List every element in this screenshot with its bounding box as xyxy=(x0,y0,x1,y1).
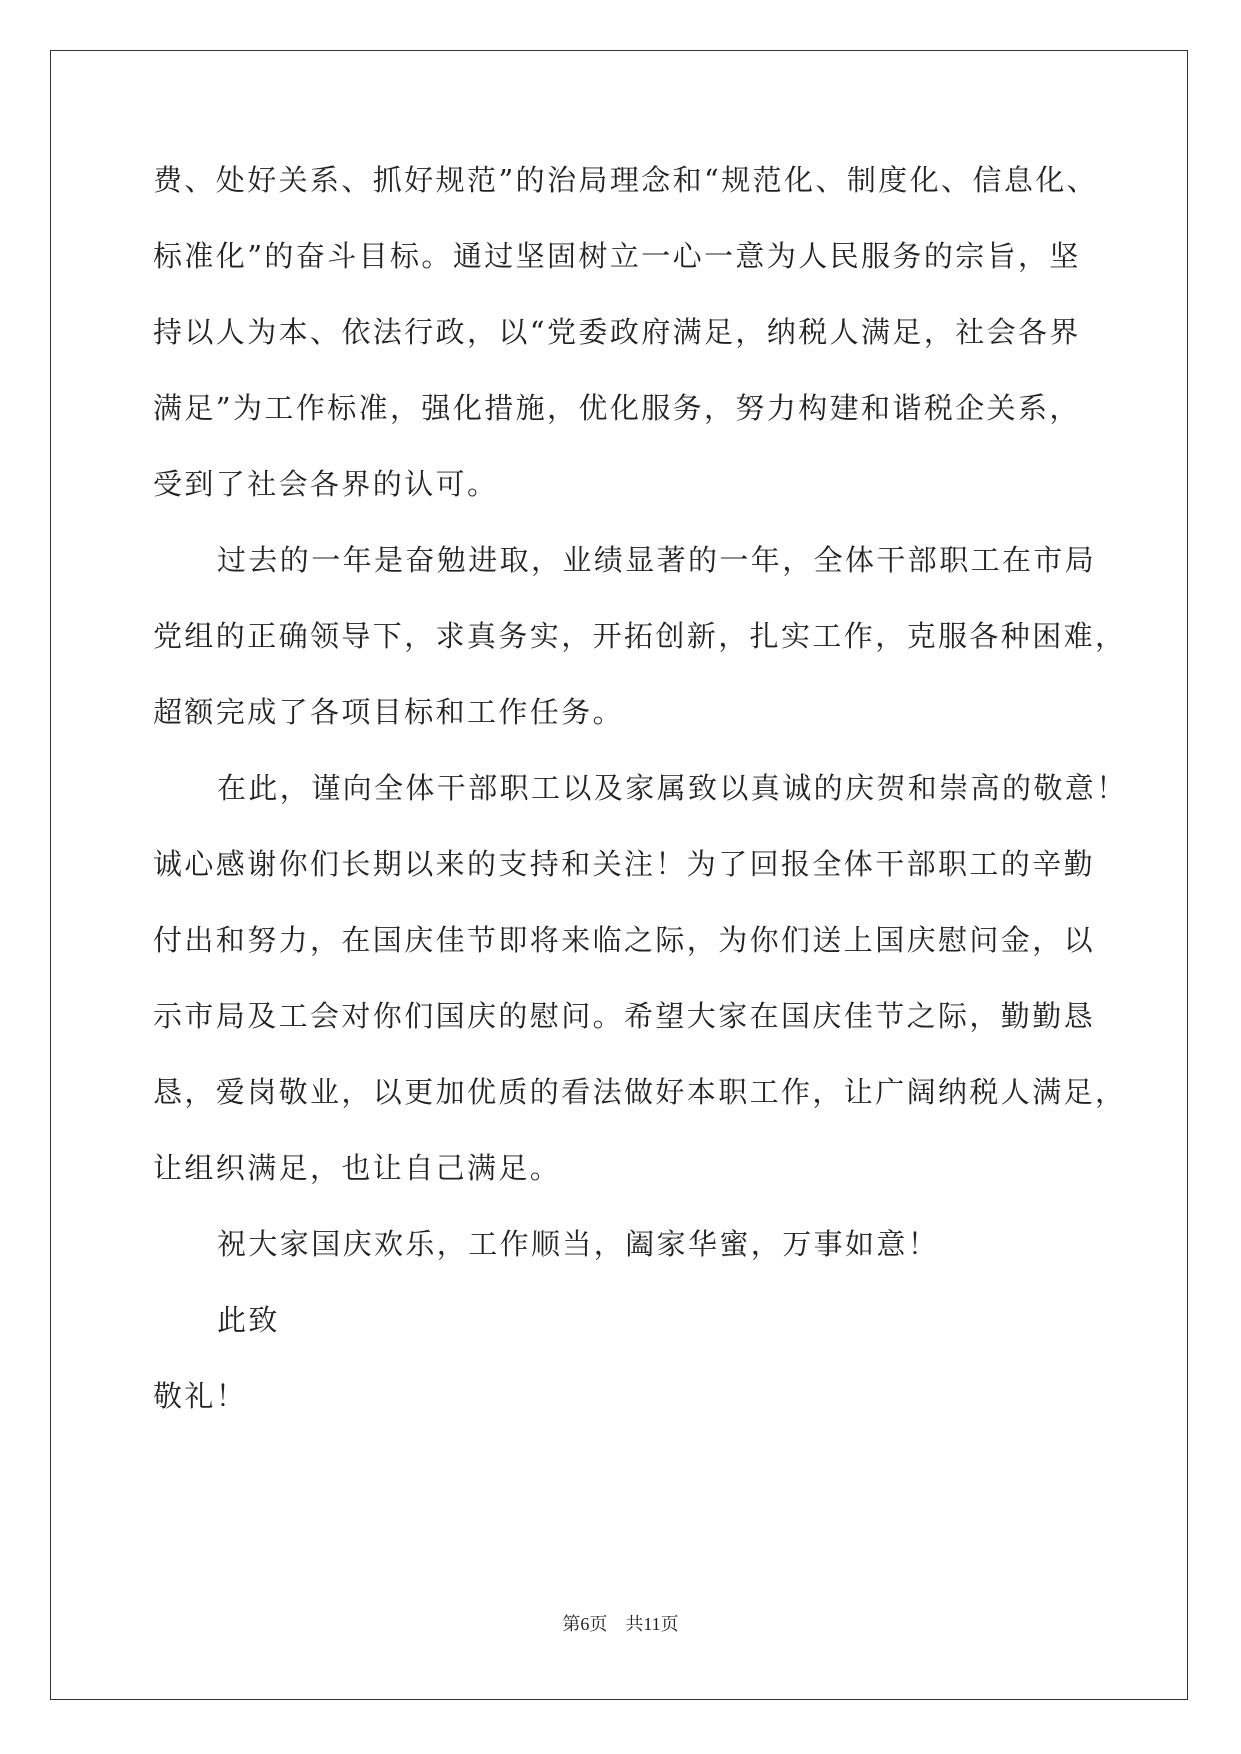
letter-body xyxy=(153,160,1128,1452)
closing-salutation: 此致 xyxy=(217,1303,280,1337)
paragraph-start-line: 过去的一年是奋勉进取，业绩显著的一年，全体干部职工在市局 xyxy=(217,543,1097,577)
text-line: 超额完成了各项目标和工作任务。 xyxy=(153,695,625,729)
paragraph-start-line: 在此，谨向全体干部职工以及家属致以真诚的庆贺和崇高的敬意！ xyxy=(217,771,1128,805)
text-line: 让组织满足，也让自己满足。 xyxy=(153,1151,562,1185)
text-line: 诚心感谢你们长期以来的支持和关注！为了回报全体干部职工的辛勤 xyxy=(153,847,1096,881)
page-number-footer: 第6页 共11页 xyxy=(562,1614,679,1634)
text-line: 持以人为本、依法行政，以“党委政府满足，纳税人满足，社会各界 xyxy=(153,315,1081,349)
text-line: 恳，爱岗敬业，以更加优质的看法做好本职工作，让广阔纳税人满足， xyxy=(153,1075,1127,1109)
text-line: 标准化”的奋斗目标。通过坚固树立一心一意为人民服务的宗旨，坚 xyxy=(153,239,1081,273)
text-line: 党组的正确领导下，求真务实，开拓创新，扎实工作，克服各种困难， xyxy=(153,619,1127,653)
closing-wishes: 祝大家国庆欢乐，工作顺当，阖家华蜜，万事如意！ xyxy=(217,1227,940,1261)
text-line: 示市局及工会对你们国庆的慰问。希望大家在国庆佳节之际，勤勤恳 xyxy=(153,999,1096,1033)
text-line: 付出和努力，在国庆佳节即将来临之际，为你们送上国庆慰问金，以 xyxy=(153,923,1096,957)
text-line: 费、处好关系、抓好规范”的治局理念和“规范化、制度化、信息化、 xyxy=(153,163,1099,197)
text-line: 受到了社会各界的认可。 xyxy=(153,467,499,501)
closing-regards: 敬礼！ xyxy=(153,1379,248,1413)
text-line: 满足”为工作标准，强化措施，优化服务，努力构建和谐税企关系， xyxy=(153,391,1081,425)
